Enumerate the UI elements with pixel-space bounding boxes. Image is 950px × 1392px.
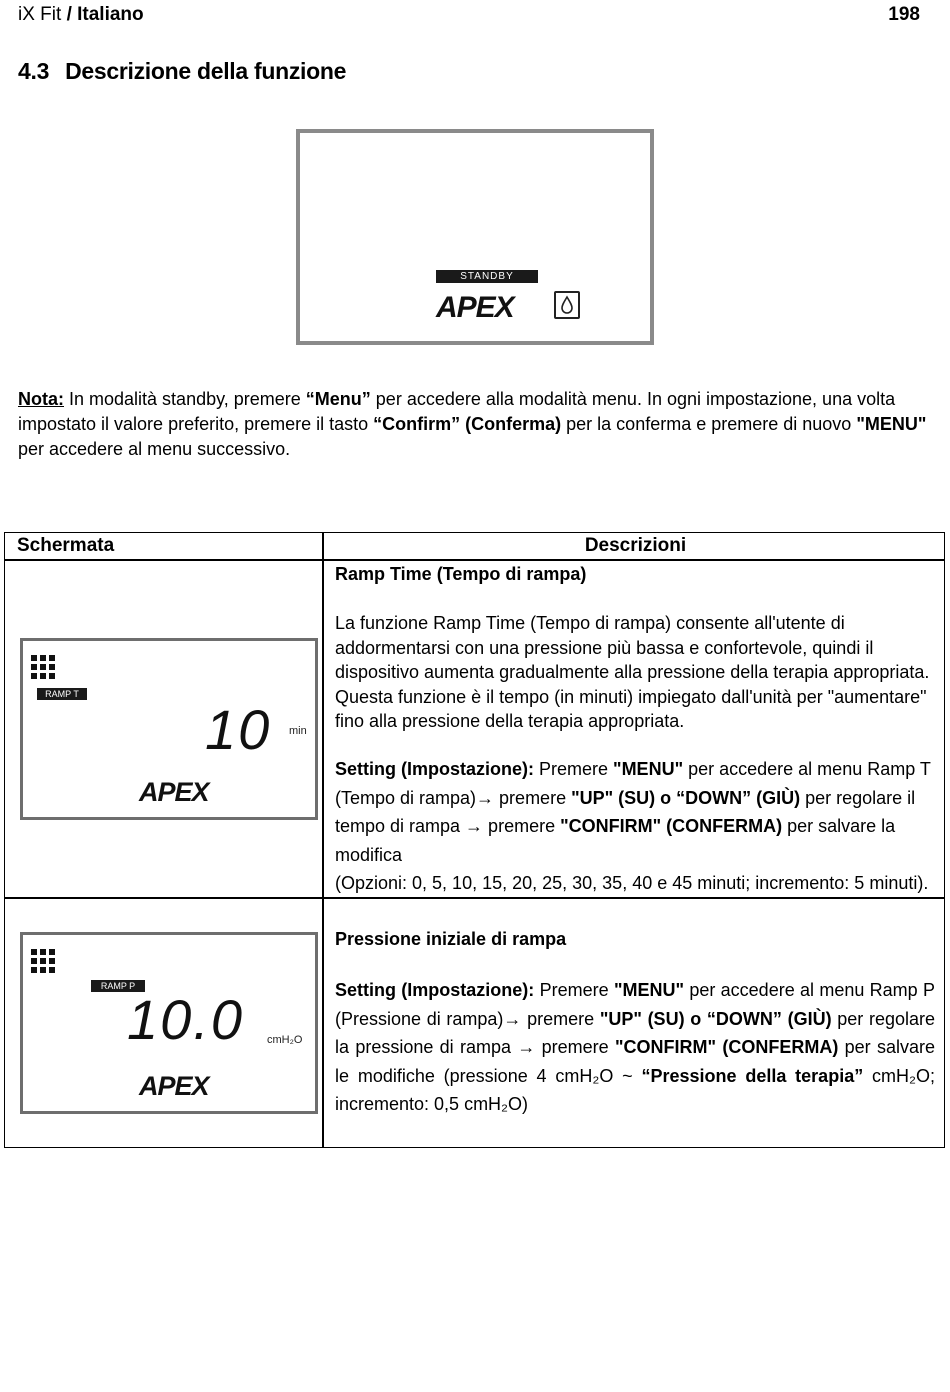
- ramp-time-setting: [335, 755, 935, 898]
- page-number: 198: [888, 4, 920, 25]
- ramp-time-title: Ramp Time (Tempo di rampa): [335, 564, 587, 584]
- menu-key: "MENU": [613, 759, 684, 779]
- setting-text: Premere: [534, 980, 614, 1000]
- note-menu-key: "MENU": [856, 414, 927, 434]
- setting-label: Setting (Impostazione):: [335, 759, 534, 779]
- setting-text: per salvare le modifiche (pressione 4 cmH₂O ~: [335, 1037, 936, 1086]
- ramp-time-lcd-display: [20, 638, 318, 820]
- setting-label: Setting (Impostazione):: [335, 980, 535, 1000]
- therapy-pressure-label: “Pressione della terapia”: [641, 1065, 864, 1086]
- ramp-pressure-setting: [335, 976, 935, 1119]
- note-label: Nota:: [18, 389, 64, 409]
- table-header-screen: Schermata: [17, 535, 115, 556]
- setting-text: per regolare il tempo di rampa → premere: [335, 787, 916, 836]
- setting-text: per accedere al menu Ramp T (Tempo di rampa)→ premere: [335, 759, 931, 808]
- ramp-time-options: (Opzioni: 0, 5, 10, 15, 20, 25, 30, 35, 40 e 45 minuti; incremento: 5 minuti).: [335, 873, 929, 893]
- note-text: per accedere al menu successivo.: [18, 439, 291, 459]
- lcd-unit: cmH₂O: [267, 1034, 303, 1046]
- note-menu-key: “Menu”: [305, 389, 371, 409]
- setting-text: cmH₂O; incremento: 0,5 cmH₂O): [335, 1065, 935, 1114]
- page-header-title: [18, 4, 144, 26]
- confirm-key: "CONFIRM" (CONFERMA): [614, 1037, 839, 1057]
- lcd-badge: RAMP T: [37, 688, 87, 700]
- apex-logo: APEX: [139, 1071, 209, 1101]
- note-text: per accedere alla modalità menu. In ogni impostazione, una volta impostato il valore preferito, premere il tasto: [18, 389, 896, 434]
- note-text: In modalità standby, premere: [64, 389, 306, 409]
- grid-dots-icon: [31, 949, 55, 973]
- section-number: 4.3: [18, 58, 50, 84]
- language-label: / Italiano: [66, 4, 144, 25]
- ramp-pressure-lcd-display: [20, 932, 318, 1114]
- standby-badge: STANDBY: [436, 270, 538, 283]
- ramp-time-paragraph: La funzione Ramp Time (Tempo di rampa) consente all'utente di addormentarsi con una pressione più bassa e confortevole, quindi il dispositivo aumenta gradualmente alla pressione della terapia appropriata. Questa funzione è il tempo (in minuti) impiegato dall'unità per "aumentare" fino alla pressione della terapia appropriata.: [335, 613, 930, 731]
- standby-lcd-display: [296, 129, 654, 345]
- section-heading: [18, 58, 346, 85]
- apex-logo: APEX: [139, 777, 209, 807]
- setting-text: per accedere al menu Ramp P (Pressione di rampa)→ premere: [335, 980, 935, 1029]
- ramp-pressure-title: Pressione iniziale di rampa: [335, 929, 567, 949]
- updown-keys: "UP" (SU) o “DOWN” (GIÙ): [599, 1008, 832, 1029]
- humidifier-icon: [554, 291, 580, 319]
- setting-text: Premere: [534, 759, 614, 779]
- note-paragraph: [18, 387, 933, 462]
- note-confirm-key: “Confirm” (Conferma): [373, 414, 562, 434]
- grid-dots-icon: [31, 655, 55, 679]
- menu-key: "MENU": [613, 980, 685, 1000]
- lcd-value: 10.0: [127, 988, 244, 1051]
- function-table: [4, 532, 945, 1148]
- lcd-unit: min: [289, 725, 307, 737]
- table-divider: [5, 559, 944, 561]
- setting-text: per regolare la pressione di rampa → premere: [335, 1008, 935, 1057]
- lcd-value: 10: [205, 698, 272, 761]
- apex-logo: APEX: [436, 291, 514, 324]
- setting-text: per salvare la modifica: [335, 816, 896, 865]
- updown-keys: "UP" (SU) o “DOWN” (GIÙ): [571, 787, 801, 808]
- table-divider: [322, 533, 324, 1147]
- note-text: per la conferma e premere di nuovo: [561, 414, 857, 434]
- confirm-key: "CONFIRM" (CONFERMA): [560, 816, 783, 836]
- lcd-badge: RAMP P: [91, 980, 145, 992]
- app-name: iX Fit: [18, 4, 62, 25]
- section-title: Descrizione della funzione: [65, 58, 347, 84]
- table-header-description: Descrizioni: [584, 535, 687, 556]
